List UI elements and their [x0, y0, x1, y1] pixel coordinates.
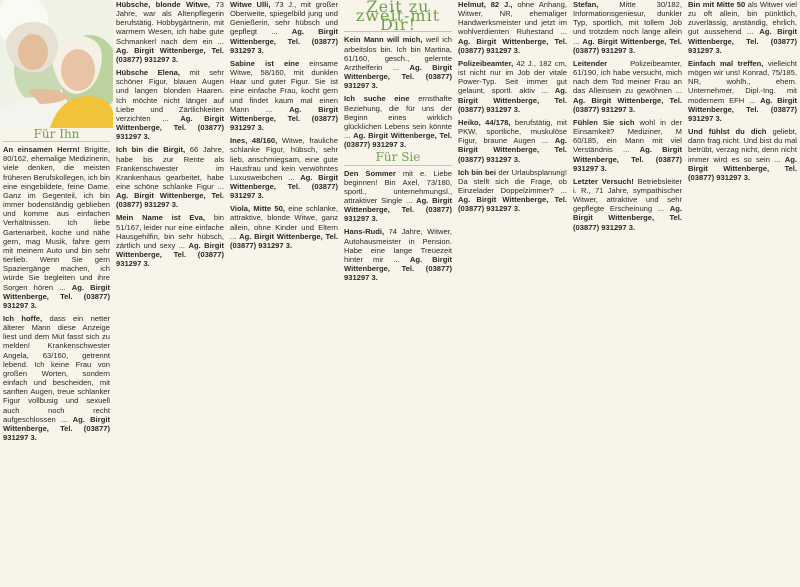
ad-column-5	[455, 0, 570, 587]
ad-contact: Ag. Birgit Wittenberge, Tel. (03877) 931297 3.	[344, 131, 452, 150]
ad-contact: Ag. Birgit Wittenberge, Tel. (03877) 931297 3.	[458, 36, 567, 55]
ad-text: vielleicht mögen wir uns! Konrad, 75/185, NR, wohlh., ehem. Unternehmer, Dipl.-Ing. mit modernem EFH ...	[688, 58, 797, 105]
ad-contact: Ag. Birgit Wittenberge, Tel. (03877) 931297 3.	[458, 136, 567, 164]
couple-photo	[0, 0, 113, 128]
ad-text: Witwe, frauliche schlanke Figur, hübsch, sehr lieb, anschmiegsam, eine gute Hausfrau und kein verwöhntes Luxusweibchen ...	[230, 136, 338, 182]
personal-ad	[344, 94, 452, 149]
ad-lead: An einsamen Herrn!	[3, 145, 80, 155]
ad-contact: Ag. Birgit Wittenberge, Tel. (03877) 931297 3.	[344, 254, 452, 283]
ad-text: mit e. Liebe beginnen! Bin Axel, 73/180, sportl., unternehmungsl., attraktiver Single ...	[344, 168, 452, 205]
ad-lead: Ich suche eine	[344, 94, 410, 104]
personal-ad	[116, 0, 224, 64]
ad-contact: Ag. Birgit Wittenberge, Tel. (03877) 931297 3.	[116, 191, 224, 210]
personal-ad	[458, 59, 567, 114]
ad-lead: Leitender	[573, 58, 608, 68]
ad-text: Mitte 30/182, Informationsgeniesur, dunkler Typ, sportlich, mit tollem Job und trotzdem noch lange allein ...	[573, 0, 682, 46]
ad-text: der Urlaubsplanung! Da stellt sich die Frage, ob Einzelader Doppelzimmer? ...	[458, 167, 567, 195]
ad-contact: Ag. Birgit Wittenberge, Tel. (03877) 931297 3.	[116, 45, 224, 64]
ad-contact: Ag. Birgit Wittenberge, Tel. (03877) 931297 3.	[688, 27, 797, 55]
personal-ad	[458, 168, 567, 214]
ad-contact: Ag. Birgit Wittenberge, Tel. (03877) 931297 3.	[116, 240, 224, 269]
ad-contact: Ag. Birgit Wittenberge, Tel. (03877) 931297 3.	[573, 145, 683, 173]
ad-lead: Ich bin bei	[458, 167, 497, 177]
couple-illustration	[0, 0, 113, 128]
ad-lead: Witwe Ulli,	[230, 0, 271, 9]
personal-ad	[688, 0, 797, 55]
ad-lead: Bin mit Mitte 50	[688, 0, 746, 9]
ad-contact: Ag. Birgit Wittenberge, Tel. (03877) 931297 3.	[573, 36, 682, 55]
ad-lead: Helmut, 82 J.,	[458, 0, 513, 9]
personal-ad	[573, 118, 682, 173]
section-divider	[344, 165, 452, 166]
ad-text: Polizeibeamter, 61/190, ich habe versucht, mich nach dem Tod meiner Frau an das Alleinsein zu gewöhnen ...	[573, 58, 682, 96]
ad-contact: Ag. Birgit Wittenberge, Tel. (03877) 931297 3.	[458, 86, 567, 114]
ad-text: als Witwer viel zu oft allein, bin pünktlich, zuverlässig, anständig, ehrlich, gut aussehend ...	[688, 0, 797, 37]
personal-ad	[116, 145, 224, 209]
personal-ad	[573, 177, 682, 232]
ad-column-4	[341, 0, 455, 587]
ad-column-7	[685, 0, 800, 587]
ad-lead: Sabine ist eine	[230, 58, 300, 68]
ad-text: dass ein netter älterer Mann diese Anzeige liest und dem Mut fasst sich zu melden! Krankenschwester Angela, 63/160, getrennt lebend. Ich keine Frau von großen Worten, sondern einfach und bescheiden, mit sanften Augen, treue schlanker Figur vollbusig und sexuell auch noch recht aufgeschlossen ...	[3, 313, 110, 424]
ad-lead: Heiko, 44/178,	[458, 117, 511, 127]
ad-contact: Ag. Birgit Wittenberge, Tel. (03877) 931297 3.	[688, 154, 797, 182]
personal-ad	[573, 59, 682, 114]
ad-lead: Mein Name ist Eva,	[116, 213, 205, 223]
ad-column-3	[227, 0, 341, 587]
ad-text: 74 Jahre, Witwer, Autohausmeister in Pension. Habe eine lange Treuezeit hinter mir ...	[344, 227, 452, 264]
personal-ad	[3, 145, 110, 310]
ad-contact: Ag. Birgit Wittenberge, Tel. (03877) 931297 3.	[688, 95, 797, 123]
personal-ad	[688, 59, 797, 123]
ad-text: wohl in der Einsamkeit? Mediziner, M 60/185, ein Mann mit viel Verständnis ...	[573, 117, 682, 155]
ad-text: 73 J., mit großer Oberweite, spiegelbild jung und Genießerin, sehr hübsch und gepflegt ...	[230, 0, 339, 37]
ad-contact: Ag. Birgit Wittenberge, Tel. (03877) 931297 3.	[458, 195, 567, 214]
ad-lead: Den Sommer	[344, 168, 396, 178]
personal-ad	[116, 68, 224, 141]
page-title: Zeit zu zweit-mit Dir!	[355, 0, 441, 35]
ad-lead: Kein Mann will mich,	[344, 35, 423, 45]
ad-text: Brigitte, 80/162, ehemalige Medizinerin, viele denken, die meisten früheren Berufskollegen, ich bin eine eingebildete, feine Dame. Ganz im Gegenteil, ich bin immer bodenständig geblieben und komme aus einfachen Verhältnissen. Ich liebe Gartenarbeit, koche und nähe gern, mag Musik, fahre gern mit meinem Auto und bin sehr tierlieb. Wenn Sie gern Spaziergänge machen, ich würde Sie begleiten und ihre Sorgen hören ...	[3, 145, 110, 292]
ad-text: ernsthafte Beziehung, die für uns der Beginn eines wirklich glücklichen Lebens sein könnte ...	[344, 94, 452, 141]
personal-ad	[344, 35, 452, 90]
ad-lead: Letzter Versuch!	[573, 176, 634, 186]
ad-lead: Ines, 48/160,	[230, 136, 278, 146]
ad-text: einsame Witwe, 58/160, mit dunklen Haar und guter Figur. Sie ist eine einfache Frau, kocht gern und findet kaum mal einen Mann ...	[230, 58, 338, 114]
ad-lead: Hübsche, blonde Witwe,	[116, 0, 211, 9]
ad-contact: Ag. Birgit Wittenberge, Tel. (03877) 931297 3.	[230, 231, 338, 250]
ad-column-1	[0, 128, 113, 587]
ad-text: weil ich arbeitslos bin. Ich bin Martina, 61/160, gesch., gelernte Arzthelferin ...	[344, 35, 452, 72]
personal-ad	[573, 0, 682, 55]
ad-contact: Ag. Birgit Wittenberge, Tel. (03877) 931297 3.	[230, 172, 338, 201]
personal-ad	[116, 213, 224, 268]
personal-ad	[230, 0, 338, 55]
ad-lead: Viola, Mitte 50,	[230, 204, 285, 214]
ad-contact: Ag. Birgit Wittenberge, Tel. (03877) 931297 3.	[573, 204, 682, 232]
ad-lead: Einfach mal treffen,	[688, 58, 764, 68]
personal-ad	[3, 314, 110, 442]
ad-lead: Hübsche Elena,	[116, 68, 180, 78]
ad-contact: Ag. Birgit Wittenberge, Tel. (03877) 931297 3.	[573, 95, 682, 114]
ad-lead: Und fühlst du dich	[688, 127, 767, 137]
ad-text: bin 51/167, leider nur eine einfache Hausgehilfin, bin sehr hübsch, zärtlich und sexy ...	[116, 213, 224, 250]
ad-contact: Ag. Birgit Wittenberge, Tel. (03877) 931297 3.	[230, 27, 338, 55]
ad-contact: Ag. Birgit Wittenberge, Tel. (03877) 931297 3.	[3, 414, 110, 442]
ad-contact: Ag. Birgit Wittenberge, Tel. (03877) 931297 3.	[344, 195, 453, 224]
ad-contact: Ag. Birgit Wittenberge, Tel. (03877) 931297 3.	[230, 104, 339, 133]
ad-contact: Ag. Birgit Wittenberge, Tel. (03877) 931297 3.	[116, 113, 224, 142]
ad-lead: Hans-Rudi,	[344, 227, 385, 237]
ad-lead: Ich hoffe,	[3, 313, 43, 323]
ad-lead: Fühlen Sie sich	[573, 117, 635, 127]
ad-lead: Ich bin die Birgit,	[116, 145, 186, 155]
ad-column-2	[113, 0, 227, 587]
ad-text: berufstätig, mit PKW, sportliche, muskulöse Figur, braune Augen ...	[458, 117, 567, 146]
section-divider	[3, 141, 110, 142]
ad-text: mit sehr schöner Figur, blauen Augen und langen blonden Haaren. Ich möchte nicht länger auf Liebe und Zärtlichkeiten verzichten ...	[116, 68, 224, 123]
ad-text: 42 J., 182 cm, ist nicht nur im Job der vitale Power-Typ. Seit immer gut gelaunt, sportl. aktiv ...	[458, 58, 567, 96]
ad-contact: Ag. Birgit Wittenberge, Tel. (03877) 931297 3.	[3, 282, 110, 310]
section-heading-for-him: Für Ihn	[33, 128, 80, 141]
personal-ad	[458, 118, 567, 164]
personal-ad	[230, 136, 338, 200]
personal-ad	[230, 59, 338, 132]
personal-ad	[344, 169, 452, 224]
ad-lead: Polizeibeamter,	[458, 58, 514, 68]
ad-text: eine schlanke, attraktive, blonde Witwe, ganz allein, ohne Kinder und Eltern ...	[230, 204, 338, 241]
personal-ad	[344, 227, 452, 282]
ad-text: 66 Jahre, habe bis zur Rente als Frankenschwester im Krankenhaus gearbeitet, habe eine schöne schlanke Figur ...	[116, 145, 224, 191]
ad-text: Betriebsleiter i. R., 71 Jahre, sympathischer Witwer, attraktive und sehr gepflegte Erscheinung ...	[573, 176, 682, 214]
section-heading-for-her: Für Sie	[375, 150, 421, 165]
personal-ad	[458, 0, 567, 55]
ad-text: ohne Anhang, Witwer, NR, ehemaliger Handwerksmeister und jetzt im wohlverdienten Ruhestand ...	[458, 0, 567, 37]
personal-ad	[230, 204, 338, 250]
ad-text: geliebt, dann frag nicht. Und bist du mal betrübt, verzag nicht, denn nicht immer wird es so sein ...	[688, 127, 797, 164]
ad-text: 73 Jahre, war als Altenpflegerin berufstätig. Hobbygärtnerin, mit warmem Wesen, ich habe gute Schmankerl nach dem ein ...	[116, 0, 224, 46]
ad-lead: Stefan,	[573, 0, 599, 9]
ad-column-6	[570, 0, 685, 587]
personal-ad	[688, 127, 797, 182]
ad-contact: Ag. Birgit Wittenberge, Tel. (03877) 931297 3.	[344, 62, 452, 91]
